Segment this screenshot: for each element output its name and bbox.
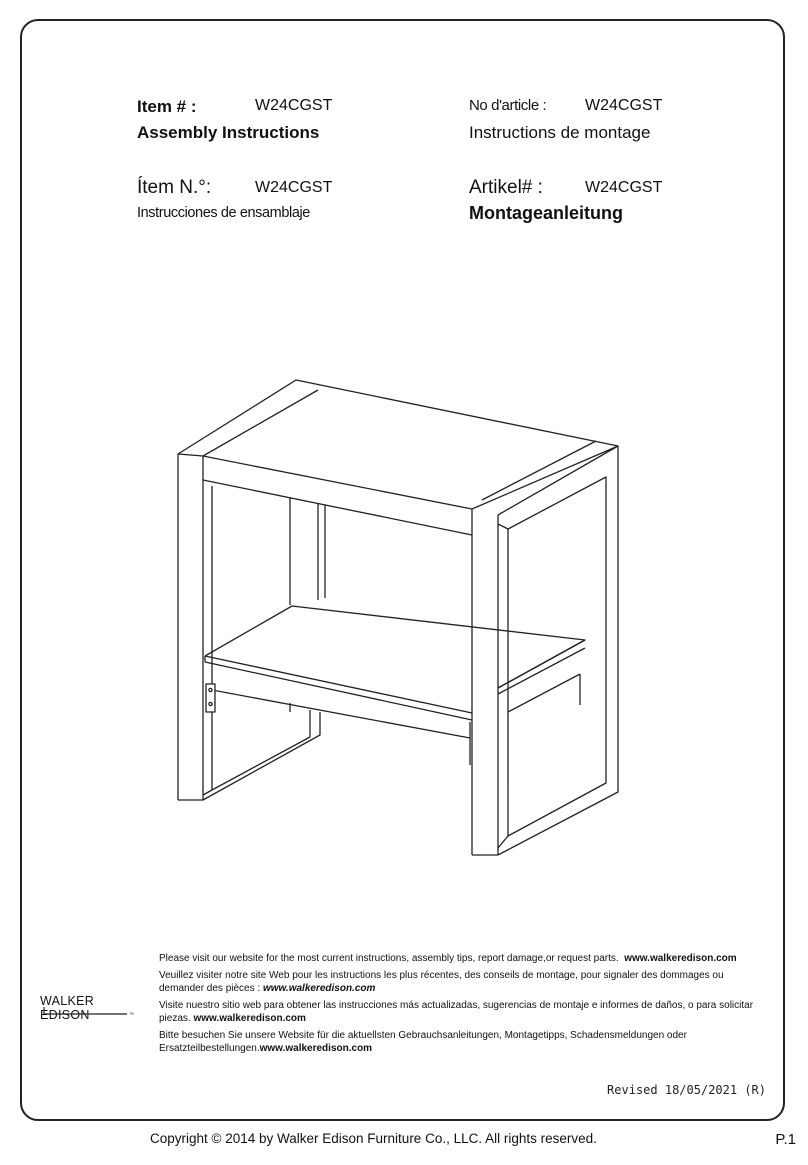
- website-notes: [159, 952, 767, 1059]
- walker-edison-logo: [40, 994, 140, 1020]
- subtitle-de: Montageanleitung: [469, 203, 623, 223]
- note-fr-url[interactable]: www.walkeredison.com: [262, 983, 376, 994]
- note-es-url[interactable]: www.walkeredison.com: [193, 1013, 306, 1024]
- note-en-url[interactable]: www.walkeredison.com: [624, 953, 737, 964]
- trademark-symbol: ™: [129, 1012, 134, 1017]
- item-label-fr: No d'article :: [469, 97, 547, 114]
- subtitle-en: Assembly Instructions: [137, 123, 320, 142]
- item-code-de: W24CGST: [585, 179, 663, 196]
- note-fr: [159, 969, 767, 995]
- note-en: [159, 952, 767, 965]
- product-illustration: [160, 370, 620, 870]
- note-de-text: Bitte besuchen Sie unsere Website für die aktuellsten Gebrauchsanleitungen, Montagetipps, Schadensmeldungen oder Ersatzteilbestellungen.: [159, 1030, 687, 1054]
- note-es-text: Visite nuestro sitio web para obtener las instrucciones más actualizadas, sugerencias de montaje e informes de daños, o para solicitar piezas.: [159, 1000, 754, 1024]
- item-label-es: Ítem N.°:: [137, 177, 212, 198]
- item-label-de: Artikel# :: [469, 177, 543, 198]
- revision-date: Revised 18/05/2021 (R): [607, 1083, 766, 1097]
- copyright-notice: Copyright © 2014 by Walker Edison Furniture Co., LLC. All rights reserved.: [150, 1131, 597, 1146]
- subtitle-fr: Instructions de montage: [469, 123, 651, 142]
- logo-underline: [42, 1007, 140, 1017]
- item-code-es: W24CGST: [255, 179, 333, 196]
- note-es: [159, 999, 767, 1025]
- note-de-url[interactable]: www.walkeredison.com: [259, 1043, 373, 1054]
- note-de: [159, 1029, 767, 1055]
- logo-text: WALKER EDISON: [40, 994, 95, 1022]
- note-fr-text: Veuillez visiter notre site Web pour les instructions les plus récentes, des conseils de montage, pour signaler des dommages ou demander des pièces :: [159, 970, 724, 994]
- item-label-en: Item # :: [137, 97, 197, 116]
- item-code-fr: W24CGST: [585, 97, 663, 114]
- note-en-text: Please visit our website for the most current instructions, assembly tips, report damage,or request parts.: [159, 953, 619, 964]
- item-code-en: W24CGST: [255, 97, 333, 114]
- page-number: P.1: [775, 1131, 796, 1148]
- subtitle-es: Instrucciones de ensamblaje: [137, 205, 310, 221]
